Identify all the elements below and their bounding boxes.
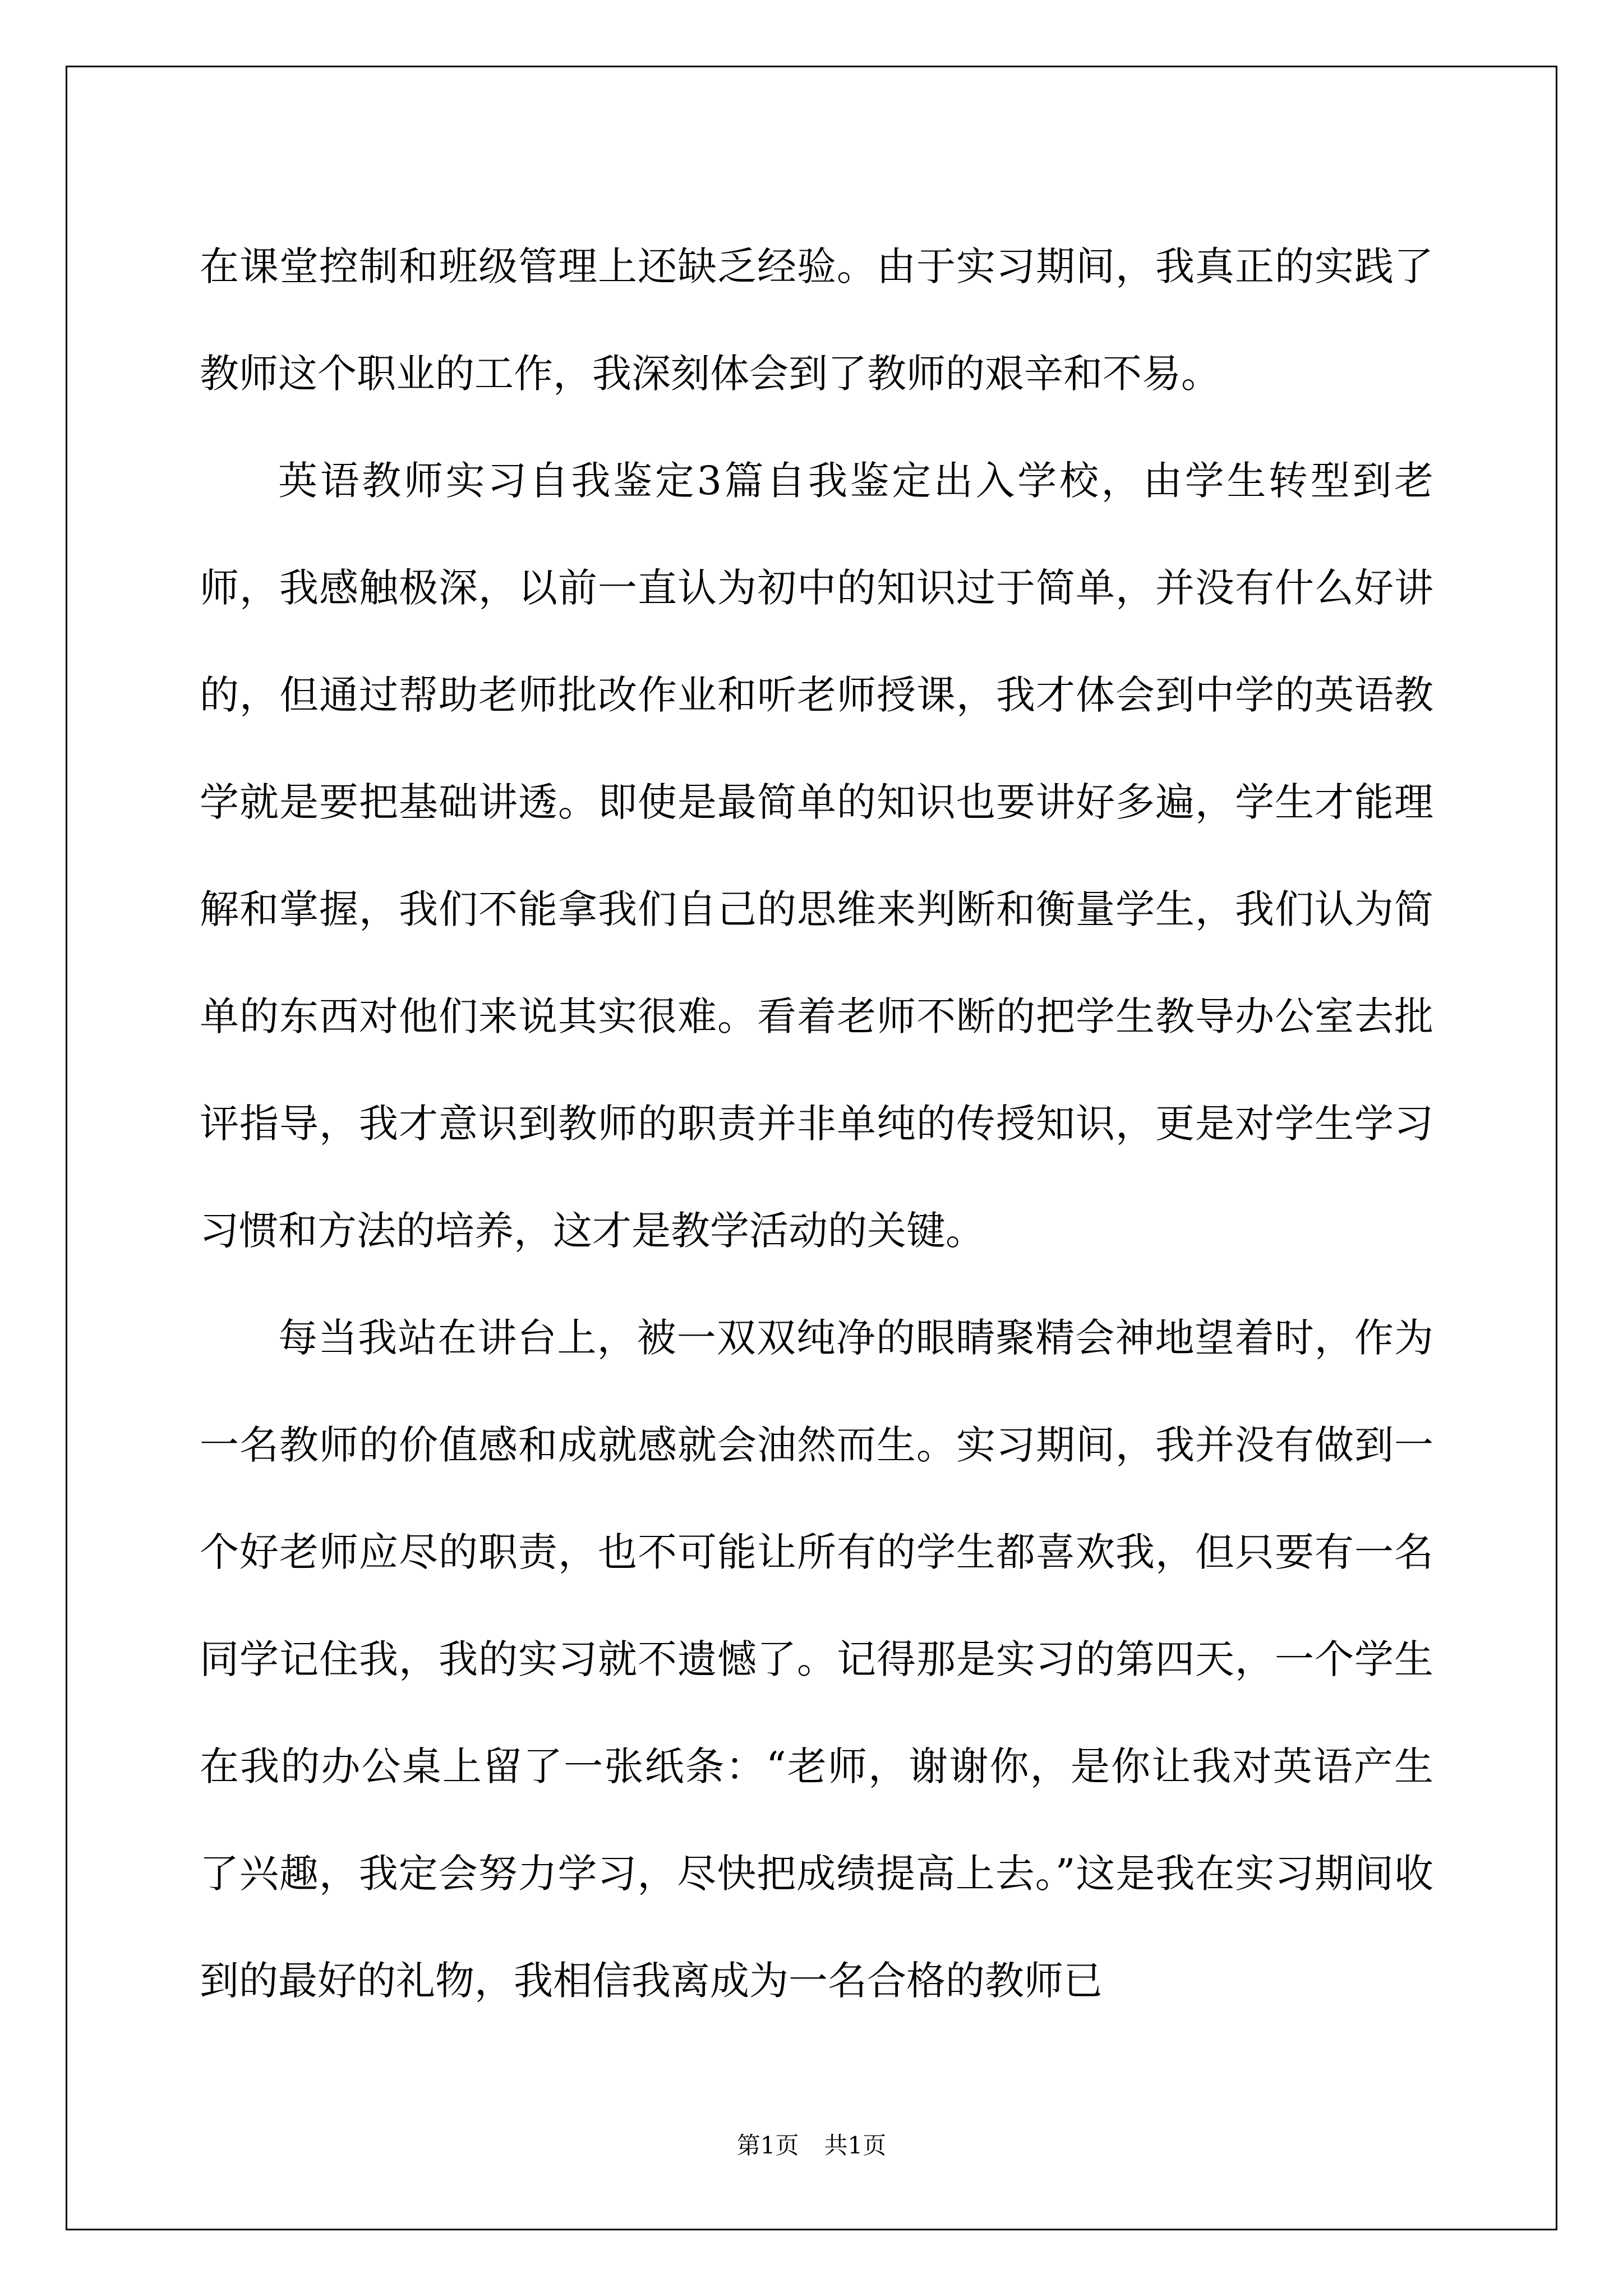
paragraph-3: 每当我站在讲台上，被一双双纯净的眼睛聚精会神地望着时，作为一名教师的价值感和成就感就会油然而生。实习期间，我并没有做到一个好老师应尽的职责，也不可能让所有的学生都喜欢我，但只要有一名同学记住我，我的实习就不遗憾了。记得那是实习的第四天，一个学生在我的办公桌上留了一张纸条：“老师，谢谢你，是你让我对英语产生了兴趣，我定会努力学习，尽快把成绩提高上去。”这是我在实习期间收到的最好的礼物，我相信我离成为一名合格的教师已 [200,1315,1433,2004]
document-body [200,213,1433,2035]
paragraph-1: 在课堂控制和班级管理上还缺乏经验。由于实习期间，我真正的实践了教师这个职业的工作，我深刻体会到了教师的艰辛和不易。 [200,243,1433,397]
page-number-total: 共1页 [824,2132,887,2159]
paragraph-2: 英语教师实习自我鉴定3篇自我鉴定出入学校，由学生转型到老师，我感触极深，以前一直认为初中的知识过于简单，并没有什么好讲的，但通过帮助老师批改作业和听老师授课，我才体会到中学的英语教学就是要把基础讲透。即使是最简单的知识也要讲好多遍，学生才能理解和掌握，我们不能拿我们自己的思维来判断和衡量学生，我们认为简单的东西对他们来说其实很难。看着老师不断的把学生教导办公室去批评指导，我才意识到教师的职责并非单纯的传授知识，更是对学生学习习惯和方法的培养，这才是教学活动的关键。 [200,458,1433,1254]
page-number-current: 第1页 [736,2132,799,2159]
page-footer [0,2129,1623,2162]
